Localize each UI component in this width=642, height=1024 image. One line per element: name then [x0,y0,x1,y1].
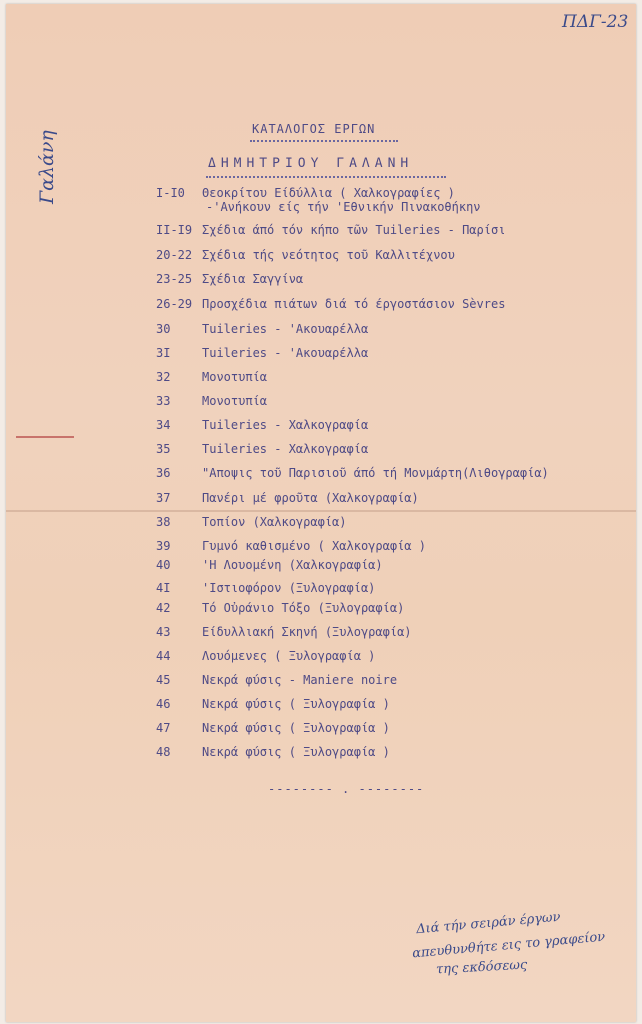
item-text: Tuileries - Χαλκογραφία [202,442,369,456]
document-title: ΚΑΤΑΛΟΓΟΣ ΕΡΓΩΝ [252,122,376,136]
item-number: 33 [156,394,171,408]
item-number: 26-29 [156,297,193,311]
red-stain [16,436,74,438]
item-text: Γυμνό καθισμένο ( Χαλκογραφία ) [202,539,426,553]
item-text: Σχέδια άπό τόν κήπο τῶν Tuileries - Παρίσι [202,223,506,237]
fold-line [6,510,636,512]
archive-number: ΠΔΓ-23 [562,12,629,32]
item-number: 47 [156,721,171,735]
item-text: 'Η Λουομένη (Χαλκογραφία) [202,558,383,572]
subtitle-underline [206,176,446,178]
item-number: 3I [156,346,171,360]
item-text: Τό Οὐράνιο Τόξο (Ξυλογραφία) [202,601,405,615]
handwritten-note-line: της εκδόσεως [435,957,528,978]
item-number: 45 [156,673,171,687]
item-text: Μονοτυπία [202,370,268,384]
item-text: Προσχέδια πιάτων διά τό έργοστάσιον Sèvres [202,297,506,311]
item-text: 'Ιστιοφόρον (Ξυλογραφία) [202,581,376,595]
item-number: 30 [156,322,171,336]
handwritten-note-line: απευθυνθήτε εις το γραφείον [411,929,606,962]
handwritten-side-note: Γαλάνη [36,130,58,204]
item-text: Tuileries - 'Ακουαρέλλα [202,322,369,336]
item-number: 48 [156,745,171,759]
item-text: Νεκρά φύσις ( Ξυλογραφία ) [202,745,390,759]
item-text: Νεκρά φύσις - Maniere noire [202,673,398,687]
item-text: Tuileries - Χαλκογραφία [202,418,369,432]
end-separator: -------- . -------- [268,782,425,796]
item-number: 32 [156,370,171,384]
item-text: Νεκρά φύσις ( Ξυλογραφία ) [202,697,390,711]
item-number: 42 [156,601,171,615]
item-text: Πανέρι μέ φροῦτα (Χαλκογραφία) [202,491,419,505]
item-number: 36 [156,466,171,480]
item-text: "Αποψις τοῦ Παρισιοῦ άπό τή Μονμάρτη(Λιθογραφία) [202,466,549,480]
item-number: 38 [156,515,171,529]
item-number: I-I0 [156,186,185,200]
item-text: Τοπίον (Χαλκογραφία) [202,515,347,529]
item-text: Tuileries - 'Ακουαρέλλα [202,346,369,360]
item-number: 34 [156,418,171,432]
title-underline [250,140,398,142]
item-number: 20-22 [156,248,193,262]
item-number: 44 [156,649,171,663]
item-text: Σχέδια Σαγγίνα [202,272,304,286]
item-number: 37 [156,491,171,505]
item-number: 46 [156,697,171,711]
item-text: Νεκρά φύσις ( Ξυλογραφία ) [202,721,390,735]
document-subtitle: ΔΗΜΗΤΡΙΟΥ ΓΑΛΑΝΗ [208,156,414,171]
item-number: 39 [156,539,171,553]
item-text: Λουόμενες ( Ξυλογραφία ) [202,649,376,663]
item-text: Σχέδια τής νεότητος τοῦ Καλλιτέχνου [202,248,455,262]
item-number: 40 [156,558,171,572]
handwritten-note-line: Διά τήν σειράν έργων [415,909,562,938]
item-number: II-I9 [156,223,193,237]
item-number: 4I [156,581,171,595]
item-number: 23-25 [156,272,193,286]
item-text: Μονοτυπία [202,394,268,408]
item-text: Είδυλλιακή Σκηνή (Ξυλογραφία) [202,625,412,639]
item-text: Θεοκρίτου Είδύλλια ( Χαλκογραφίες ) [202,186,455,200]
item-number: 35 [156,442,171,456]
item-text: -'Ανήκουν είς τήν 'Εθνικήν Πινακοθήκην [206,200,481,214]
item-number: 43 [156,625,171,639]
document-sheet [6,4,636,1022]
